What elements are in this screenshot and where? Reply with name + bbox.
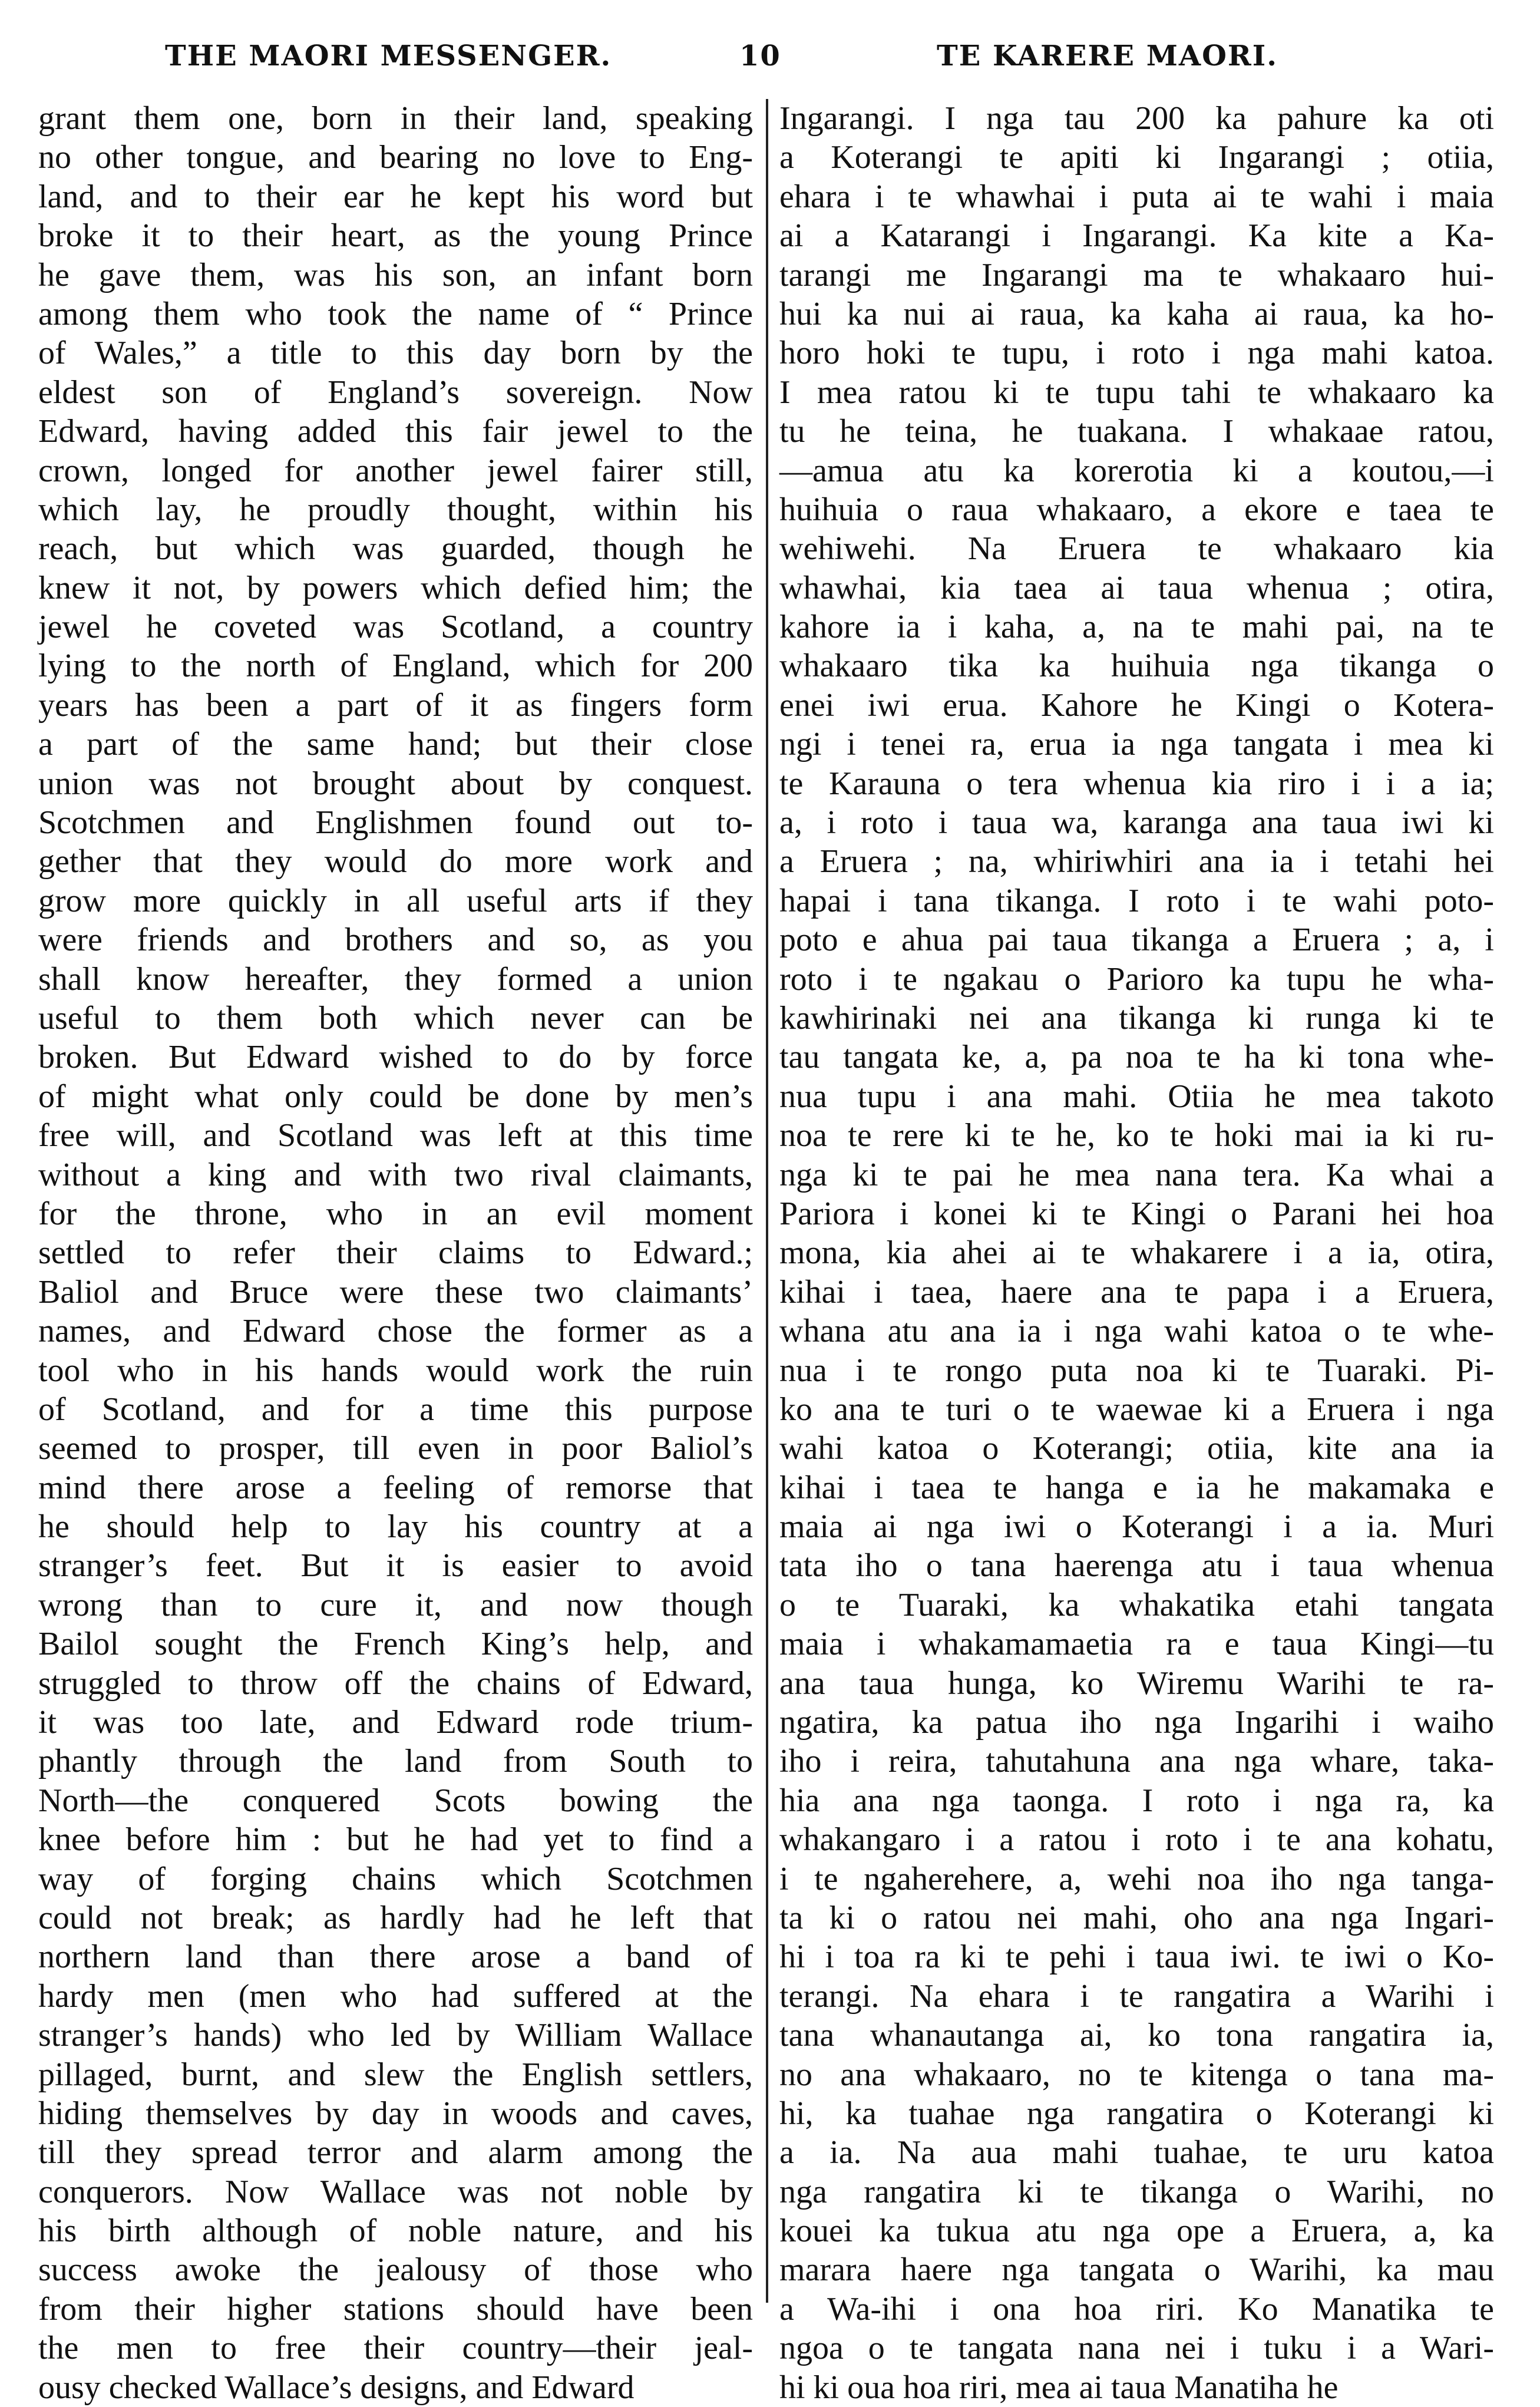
maori-text-line: a, i roto i taua wa, karanga ana taua iwi ki — [779, 804, 1494, 841]
maori-text-line: nga ki te pai he mea nana tera. Ka whai a — [779, 1156, 1494, 1193]
english-text-line: reach, but which was guarded, though he — [38, 530, 753, 567]
english-text-line: hardy men (men who had suffered at the — [38, 1977, 753, 2015]
english-text-line: grant them one, born in their land, speaking — [38, 100, 753, 137]
maori-text-line: —amua atu ka korerotia ki a koutou,—i — [779, 452, 1494, 489]
maori-text-line: kihai i taea te hanga e ia he makamaka e — [779, 1469, 1494, 1506]
maori-text-line: whakangaro i a ratou i roto i te ana kohatu, — [779, 1821, 1494, 1858]
english-text-line: crown, longed for another jewel fairer still, — [38, 452, 753, 489]
maori-text-line: whakaaro tika ka huihuia nga tikanga o — [779, 648, 1494, 685]
maori-text-line: poto e ahua pai taua tikanga a Eruera ; a, i — [779, 922, 1494, 959]
header-maori-title: TE KARERE MAORI. — [937, 39, 1278, 72]
english-text-line: shall know hereafter, they formed a union — [38, 960, 753, 998]
maori-text-line: noa te rere ki te he, ko te hoki mai ia ki ru- — [779, 1117, 1494, 1154]
maori-text-line: no ana whakaaro, no te kitenga o tana ma- — [779, 2056, 1494, 2093]
english-text-line: mind there arose a feeling of remorse that — [38, 1469, 753, 1506]
english-text-line: useful to them both which never can be — [38, 999, 753, 1036]
page-number: 10 — [739, 39, 781, 72]
page-header — [35, 29, 1505, 82]
english-text-line: eldest son of England’s sovereign. Now — [38, 374, 753, 411]
english-text-line: Baliol and Bruce were these two claimants’ — [38, 1273, 753, 1310]
maori-text-line: o te Tuaraki, ka whakatika etahi tangata — [779, 1586, 1494, 1623]
maori-text-line: mona, kia ahei ai te whakarere i a ia, otira, — [779, 1234, 1494, 1272]
english-text-line: the men to free their country—their jeal- — [38, 2330, 753, 2367]
english-text-line: knee before him : but he had yet to find a — [38, 1821, 753, 1858]
maori-text-line: ko ana te turi o te waewae ki a Eruera i nga — [779, 1391, 1494, 1428]
english-text-line: phantly through the land from South to — [38, 1743, 753, 1780]
maori-text-line: ai a Katarangi i Ingarangi. Ka kite a Ka- — [779, 217, 1494, 255]
maori-text-line: ngatira, ka patua iho nga Ingarihi i waiho — [779, 1704, 1494, 1741]
english-text-line: his birth although of noble nature, and his — [38, 2213, 753, 2250]
maori-text-line: Pariora i konei ki te Kingi o Parani hei hoa — [779, 1195, 1494, 1232]
header-english-title: THE MAORI MESSENGER. — [165, 39, 612, 72]
english-text-line: wrong than to cure it, and now though — [38, 1586, 753, 1623]
maori-text-line: marara haere nga tangata o Warihi, ka mau — [779, 2251, 1494, 2289]
english-text-line: were friends and brothers and so, as you — [38, 922, 753, 959]
english-text-line: ousy checked Wallace’s designs, and Edward — [38, 2369, 634, 2406]
english-text-line: Bailol sought the French King’s help, and — [38, 1626, 753, 1663]
maori-text-line: roto i te ngakau o Parioro ka tupu he wha- — [779, 960, 1494, 998]
english-text-line: lying to the north of England, which for 200 — [38, 648, 753, 685]
english-text-line: gether that they would do more work and — [38, 843, 753, 880]
maori-text-line: huihuia o raua whakaaro, a ekore e taea te — [779, 491, 1494, 528]
maori-text-line: terangi. Na ehara i te rangatira a Warihi i — [779, 1977, 1494, 2015]
maori-text-line: tarangi me Ingarangi ma te whakaaro hui- — [779, 256, 1494, 293]
english-text-line: way of forging chains which Scotchmen — [38, 1860, 753, 1897]
english-text-line: jewel he coveted was Scotland, a country — [38, 609, 753, 646]
maori-text-line: hapai i tana tikanga. I roto i te wahi poto- — [779, 882, 1494, 919]
maori-text-line: tana whanautanga ai, ko tona rangatira ia, — [779, 2017, 1494, 2054]
english-text-line: which lay, he proudly thought, within his — [38, 491, 753, 528]
maori-text-line: Ingarangi. I nga tau 200 ka pahure ka oti — [779, 100, 1494, 137]
maori-text-line: te Karauna o tera whenua kia riro i i a ia; — [779, 765, 1494, 802]
maori-text-line: a ia. Na aua mahi tuahae, te uru katoa — [779, 2134, 1494, 2171]
maori-text-line: ngi i tenei ra, erua ia nga tangata i mea ki — [779, 726, 1494, 763]
english-text-line: North—the conquered Scots bowing the — [38, 1782, 753, 1819]
english-text-line: stranger’s hands) who led by William Wallace — [38, 2017, 753, 2054]
english-text-line: names, and Edward chose the former as a — [38, 1313, 753, 1350]
maori-text-line: ta ki o ratou nei mahi, oho ana nga Ingari- — [779, 1899, 1494, 1936]
english-text-line: Scotchmen and Englishmen found out to- — [38, 804, 753, 841]
english-text-line: tool who in his hands would work the ruin — [38, 1352, 753, 1389]
english-text-line: broken. But Edward wished to do by force — [38, 1039, 753, 1076]
english-text-line: it was too late, and Edward rode trium- — [38, 1704, 753, 1741]
maori-text-line: nga rangatira ki te tikanga o Warihi, no — [779, 2173, 1494, 2210]
maori-text-line: enei iwi erua. Kahore he Kingi o Kotera- — [779, 686, 1494, 724]
maori-text-line: hia ana nga taonga. I roto i nga ra, ka — [779, 1782, 1494, 1819]
maori-text-line: hui ka nui ai raua, ka kaha ai raua, ka ho- — [779, 295, 1494, 332]
maori-text-line: whana atu ana ia i nga wahi katoa o te whe- — [779, 1313, 1494, 1350]
maori-text-line: tu he teina, he tuakana. I whakaae ratou, — [779, 413, 1494, 450]
english-text-line: among them who took the name of “ Prince — [38, 295, 753, 332]
maori-text-line: horo hoki te tupu, i roto i nga mahi katoa. — [779, 335, 1494, 372]
english-text-line: no other tongue, and bearing no love to Eng- — [38, 139, 753, 176]
english-column — [38, 99, 753, 2406]
english-text-line: years has been a part of it as fingers form — [38, 686, 753, 724]
english-text-line: he gave them, was his son, an infant born — [38, 256, 753, 293]
maori-text-line: hi ki oua hoa riri, mea ai taua Manatiha he — [779, 2369, 1339, 2406]
english-text-line: a part of the same hand; but their close — [38, 726, 753, 763]
english-text-line: grow more quickly in all useful arts if they — [38, 882, 753, 919]
maori-text-line: a Eruera ; na, whiriwhiri ana ia i tetahi hei — [779, 843, 1494, 880]
english-text-line: hiding themselves by day in woods and caves, — [38, 2095, 753, 2132]
english-text-line: for the throne, who in an evil moment — [38, 1195, 753, 1232]
maori-text-line: nua i te rongo puta noa ki te Tuaraki. Pi- — [779, 1352, 1494, 1389]
english-text-line: of Wales,” a title to this day born by the — [38, 335, 753, 372]
english-text-line: land, and to their ear he kept his word but — [38, 178, 753, 215]
english-text-line: union was not brought about by conquest. — [38, 765, 753, 802]
english-text-line: pillaged, burnt, and slew the English settlers, — [38, 2056, 753, 2093]
english-text-line: broke it to their heart, as the young Prince — [38, 217, 753, 255]
maori-column — [779, 99, 1494, 2406]
maori-text-line: tata iho o tana haerenga atu i taua whenua — [779, 1547, 1494, 1584]
maori-text-line: hi, ka tuahae nga rangatira o Koterangi ki — [779, 2095, 1494, 2132]
english-text-line: stranger’s feet. But it is easier to avoid — [38, 1547, 753, 1584]
english-text-line: success awoke the jealousy of those who — [38, 2251, 753, 2289]
english-text-line: till they spread terror and alarm among the — [38, 2134, 753, 2171]
maori-text-line: wahi katoa o Koterangi; otiia, kite ana ia — [779, 1430, 1494, 1467]
maori-text-line: kahore ia i kaha, a, na te mahi pai, na te — [779, 609, 1494, 646]
english-text-line: seemed to prosper, till even in poor Baliol’s — [38, 1430, 753, 1467]
maori-text-line: wehiwehi. Na Eruera te whakaaro kia — [779, 530, 1494, 567]
maori-text-line: ana taua hunga, ko Wiremu Warihi te ra- — [779, 1665, 1494, 1702]
english-text-line: he should help to lay his country at a — [38, 1508, 753, 1546]
maori-text-line: i te ngaherehere, a, wehi noa iho nga tanga- — [779, 1860, 1494, 1897]
english-text-line: northern land than there arose a band of — [38, 1939, 753, 1976]
maori-text-line: iho i reira, tahutahuna ana nga whare, taka- — [779, 1743, 1494, 1780]
maori-text-line: maia ai nga iwi o Koterangi i a ia. Muri — [779, 1508, 1494, 1546]
maori-text-line: kawhirinaki nei ana tikanga ki runga ki te — [779, 999, 1494, 1036]
english-text-line: from their higher stations should have been — [38, 2290, 753, 2327]
english-text-line: without a king and with two rival claimants, — [38, 1156, 753, 1193]
english-text-line: could not break; as hardly had he left that — [38, 1899, 753, 1936]
maori-text-line: hi i toa ra ki te pehi i taua iwi. te iwi o Ko- — [779, 1939, 1494, 1976]
maori-text-line: whawhai, kia taea ai taua whenua ; otira, — [779, 569, 1494, 606]
maori-text-line: tau tangata ke, a, pa noa te ha ki tona whe- — [779, 1039, 1494, 1076]
maori-text-line: I mea ratou ki te tupu tahi te whakaaro ka — [779, 374, 1494, 411]
maori-text-line: kihai i taea, haere ana te papa i a Eruera, — [779, 1273, 1494, 1310]
maori-text-line: kouei ka tukua atu nga ope a Eruera, a, ka — [779, 2213, 1494, 2250]
maori-text-line: maia i whakamamaetia ra e taua Kingi—tu — [779, 1626, 1494, 1663]
english-text-line: conquerors. Now Wallace was not noble by — [38, 2173, 753, 2210]
maori-text-line: ehara i te whawhai i puta ai te wahi i maia — [779, 178, 1494, 215]
maori-text-line: ngoa o te tangata nana nei i tuku i a Wari- — [779, 2330, 1494, 2367]
english-text-line: of might what only could be done by men’s — [38, 1078, 753, 1115]
maori-text-line: nua tupu i ana mahi. Otiia he mea takoto — [779, 1078, 1494, 1115]
english-text-line: struggled to throw off the chains of Edward, — [38, 1665, 753, 1702]
column-divider — [766, 99, 768, 2303]
english-text-line: settled to refer their claims to Edward.; — [38, 1234, 753, 1272]
maori-text-line: a Wa-ihi i ona hoa riri. Ko Manatika te — [779, 2290, 1494, 2327]
english-text-line: Edward, having added this fair jewel to the — [38, 413, 753, 450]
english-text-line: free will, and Scotland was left at this time — [38, 1117, 753, 1154]
maori-text-line: a Koterangi te apiti ki Ingarangi ; otiia, — [779, 139, 1494, 176]
english-text-line: of Scotland, and for a time this purpose — [38, 1391, 753, 1428]
english-text-line: knew it not, by powers which defied him; the — [38, 569, 753, 606]
